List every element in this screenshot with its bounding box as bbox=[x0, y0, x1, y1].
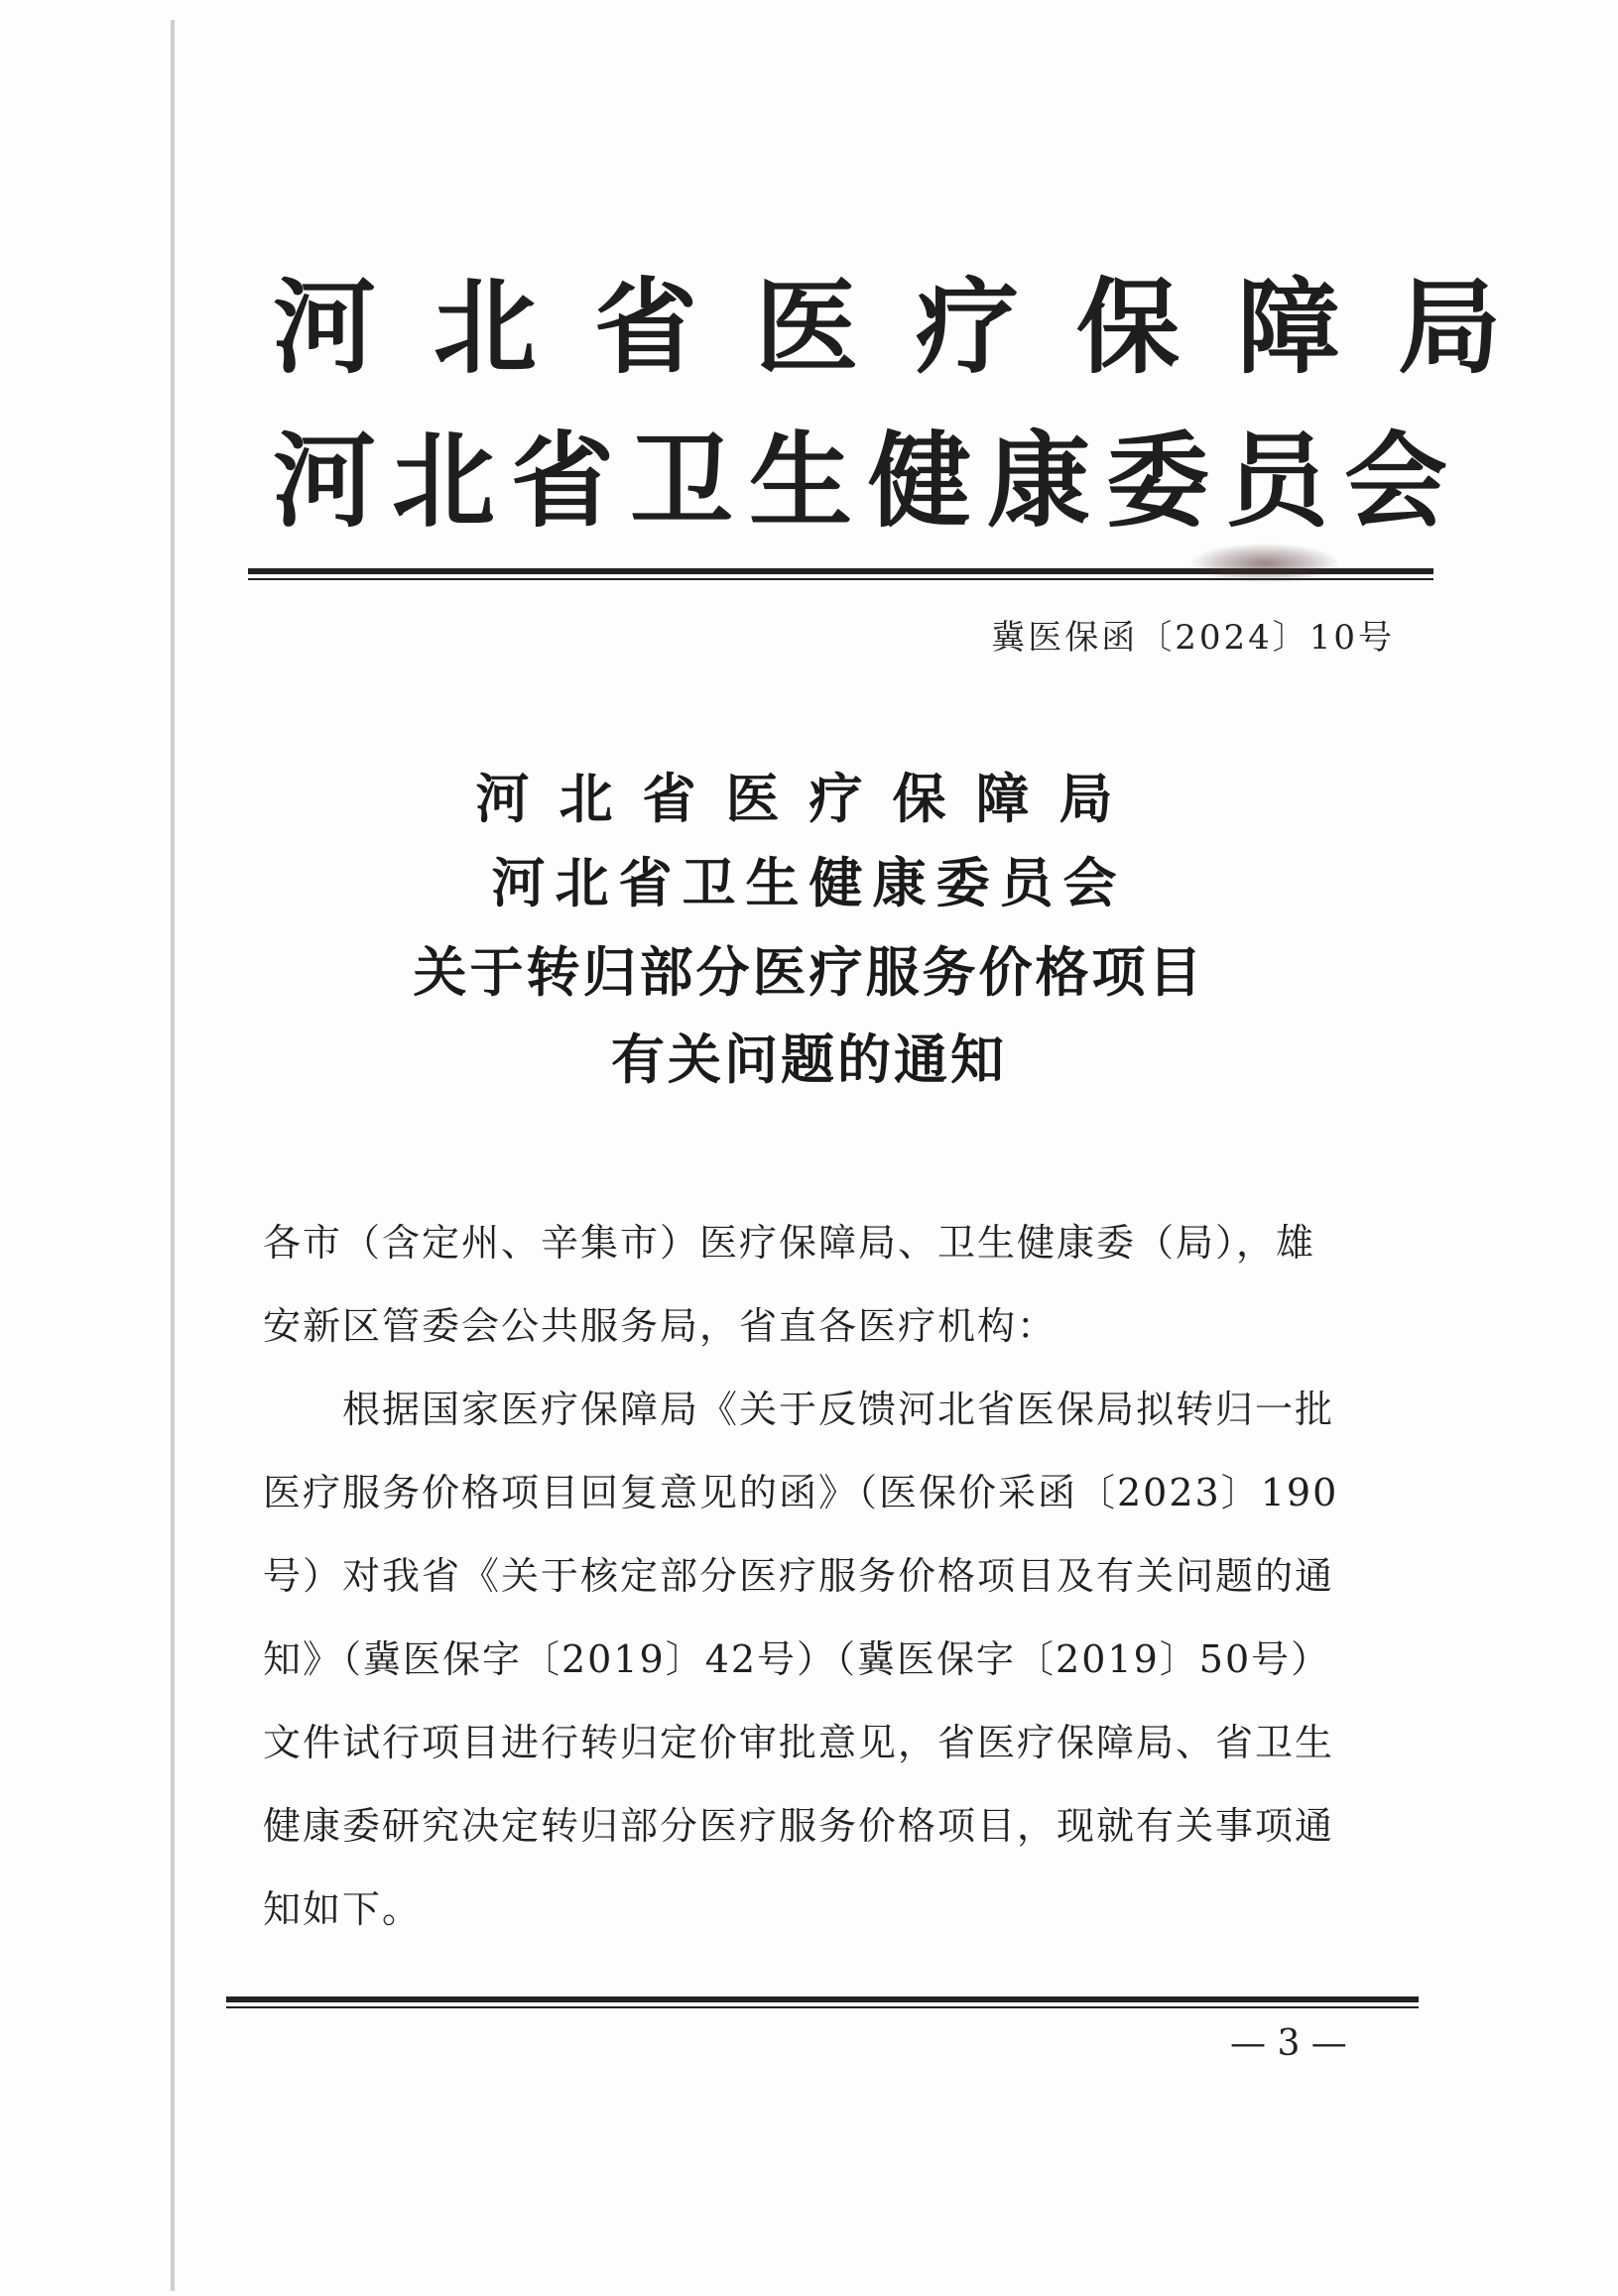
footer-rule-thin bbox=[226, 2006, 1419, 2008]
title-line-3: 关于转归部分医疗服务价格项目 bbox=[413, 940, 1205, 1004]
body-line: 医疗服务价格项目回复意见的函》（医保价采函〔2023〕190 bbox=[263, 1471, 1339, 1514]
title-line-1: 河北省医疗保障局 bbox=[475, 767, 1143, 830]
title-line-2: 河北省卫生健康委员会 bbox=[491, 851, 1127, 914]
body-line: 知如下。 bbox=[263, 1887, 423, 1931]
scan-edge-shadow bbox=[171, 20, 175, 2291]
body-line: 文件试行项目进行转归定价审批意见，省医疗保障局、省卫生 bbox=[263, 1721, 1335, 1764]
body-line: 各市（含定州、辛集市）医疗保障局、卫生健康委（局），雄 bbox=[263, 1221, 1316, 1265]
title-line-4: 有关问题的通知 bbox=[611, 1027, 1007, 1091]
seal-smudge bbox=[1190, 544, 1339, 583]
document-number: 冀医保函〔2024〕10号 bbox=[991, 618, 1395, 658]
body-line: 根据国家医疗保障局《关于反馈河北省医保局拟转归一批 bbox=[342, 1388, 1335, 1431]
issuer-line-1: 河北省医疗保障局 bbox=[273, 267, 1559, 388]
body-line: 安新区管委会公共服务局，省直各医疗机构： bbox=[263, 1304, 1058, 1348]
body-line: 健康委研究决定转归部分医疗服务价格项目，现就有关事项通 bbox=[263, 1804, 1335, 1848]
page-number: — 3 — bbox=[1230, 2023, 1347, 2064]
body-line: 号）对我省《关于核定部分医疗服务价格项目及有关问题的通 bbox=[263, 1554, 1335, 1598]
body-line: 知》（冀医保字〔2019〕42号）（冀医保字〔2019〕50号） bbox=[263, 1637, 1331, 1681]
issuer-line-2: 河北省卫生健康委员会 bbox=[273, 421, 1464, 542]
footer-rule-thick bbox=[226, 1996, 1419, 2002]
